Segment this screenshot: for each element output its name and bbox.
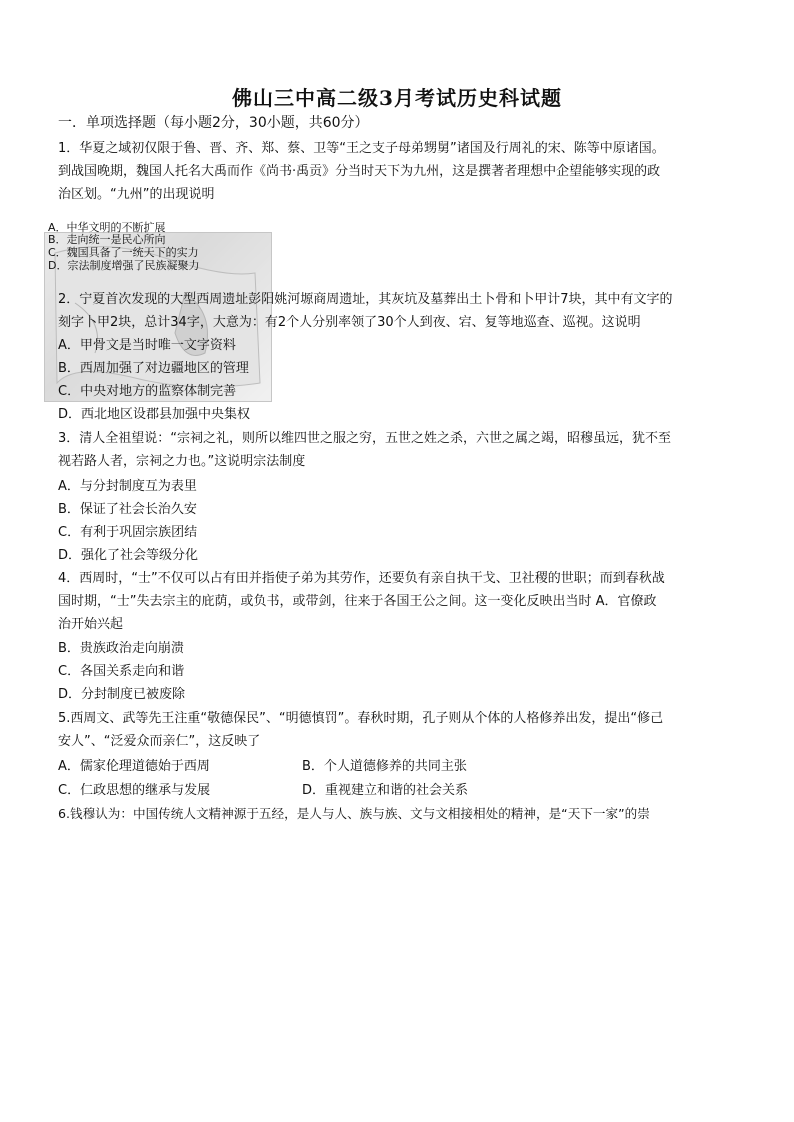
- page-title: 佛山三中高二级3月考试历史科试题: [232, 86, 562, 110]
- q3-stem-line-1: 3．清人全祖望说：“宗祠之礼，则所以维四世之服之穷，五世之姓之杀，六世之属之竭，昭穆虽远，犹不至: [58, 431, 672, 446]
- q1-stem-line-3: 治区划。“九州”的出现说明: [58, 187, 215, 202]
- q2-option-d: D．西北地区设郡县加强中央集权: [58, 407, 251, 422]
- q5-option-a: A．儒家伦理道德始于西周: [58, 759, 210, 774]
- q6-stem-line-1: 6.钱穆认为：中国传统人文精神源于五经，是人与人、族与族、文与文相接相处的精神，是“天下一家”的崇: [58, 806, 650, 821]
- q2-option-b: B．西周加强了对边疆地区的管理: [58, 361, 249, 376]
- q5-option-b: B．个人道德修养的共同主张: [302, 759, 467, 774]
- q3-option-c: C．有利于巩固宗族团结: [58, 525, 198, 540]
- q5-option-c: C．仁政思想的继承与发展: [58, 783, 211, 798]
- q4-stem-line-2: 国时期，“士”失去宗主的庇荫，或负书，或带剑，往来于各国王公之间。这一变化反映出当时 A．官僚政: [58, 594, 657, 609]
- q3-option-d: D．强化了社会等级分化: [58, 548, 199, 563]
- q4-stem-line-3: 治开始兴起: [58, 617, 124, 632]
- q1-option-a: A．中华文明的不断扩展: [48, 221, 166, 234]
- q4-option-c: C．各国关系走向和谐: [58, 664, 185, 679]
- q5-option-d: D．重视建立和谐的社会关系: [302, 783, 469, 798]
- q1-stem-line-2: 到战国晚期，魏国人托名大禹而作《尚书·禹贡》分当时天下为九州，这是撰著者理想中企望能够实现的政: [58, 164, 661, 179]
- q1-option-d: D．宗法制度增强了民族凝聚力: [48, 259, 200, 272]
- q4-stem-line-1: 4．西周时，“士”不仅可以占有田并指使子弟为其劳作，还要负有亲自执干戈、卫社稷的世职；而到春秋战: [58, 571, 665, 586]
- q2-option-a: A．甲骨文是当时唯一文字资料: [58, 338, 236, 353]
- q1-option-c: C．魏国具备了一统天下的实力: [48, 246, 199, 259]
- q4-option-b: B．贵族政治走向崩溃: [58, 641, 184, 656]
- q3-stem-line-2: 视若路人者，宗祠之力也。”这说明宗法制度: [58, 454, 306, 469]
- section-heading: 一．单项选择题（每小题2分，30小题，共60分）: [58, 115, 369, 131]
- q1-stem-line-1: 1．华夏之域初仅限于鲁、晋、齐、郑、蔡、卫等“王之支子母弟甥舅”诸国及行周礼的宋、陈等中原诸国。: [58, 141, 665, 156]
- q1-option-b: B．走向统一是民心所向: [48, 233, 166, 246]
- q2-option-c: C．中央对地方的监察体制完善: [58, 384, 237, 399]
- q3-option-a: A．与分封制度互为表里: [58, 479, 197, 494]
- q5-stem-line-1: 5.西周文、武等先王注重“敬德保民”、“明德慎罚”。春秋时期，孔子则从个体的人格修养出发，提出“修己: [58, 711, 664, 726]
- q5-stem-line-2: 安人”、“泛爱众而亲仁”，这反映了: [58, 734, 261, 749]
- q2-stem-line-1: 2．宁夏首次发现的大型西周遗址彭阳姚河塬商周遗址，其灰坑及墓葬出土卜骨和卜甲计7块，其中有文字的: [58, 292, 673, 307]
- q3-option-b: B．保证了社会长治久安: [58, 502, 197, 517]
- q4-option-d: D．分封制度已被废除: [58, 687, 186, 702]
- q2-stem-line-2: 刻字卜甲2块，总计34字，大意为：有2个人分别率领了30个人到夜、宕、复等地巡查、巡视。这说明: [58, 315, 641, 330]
